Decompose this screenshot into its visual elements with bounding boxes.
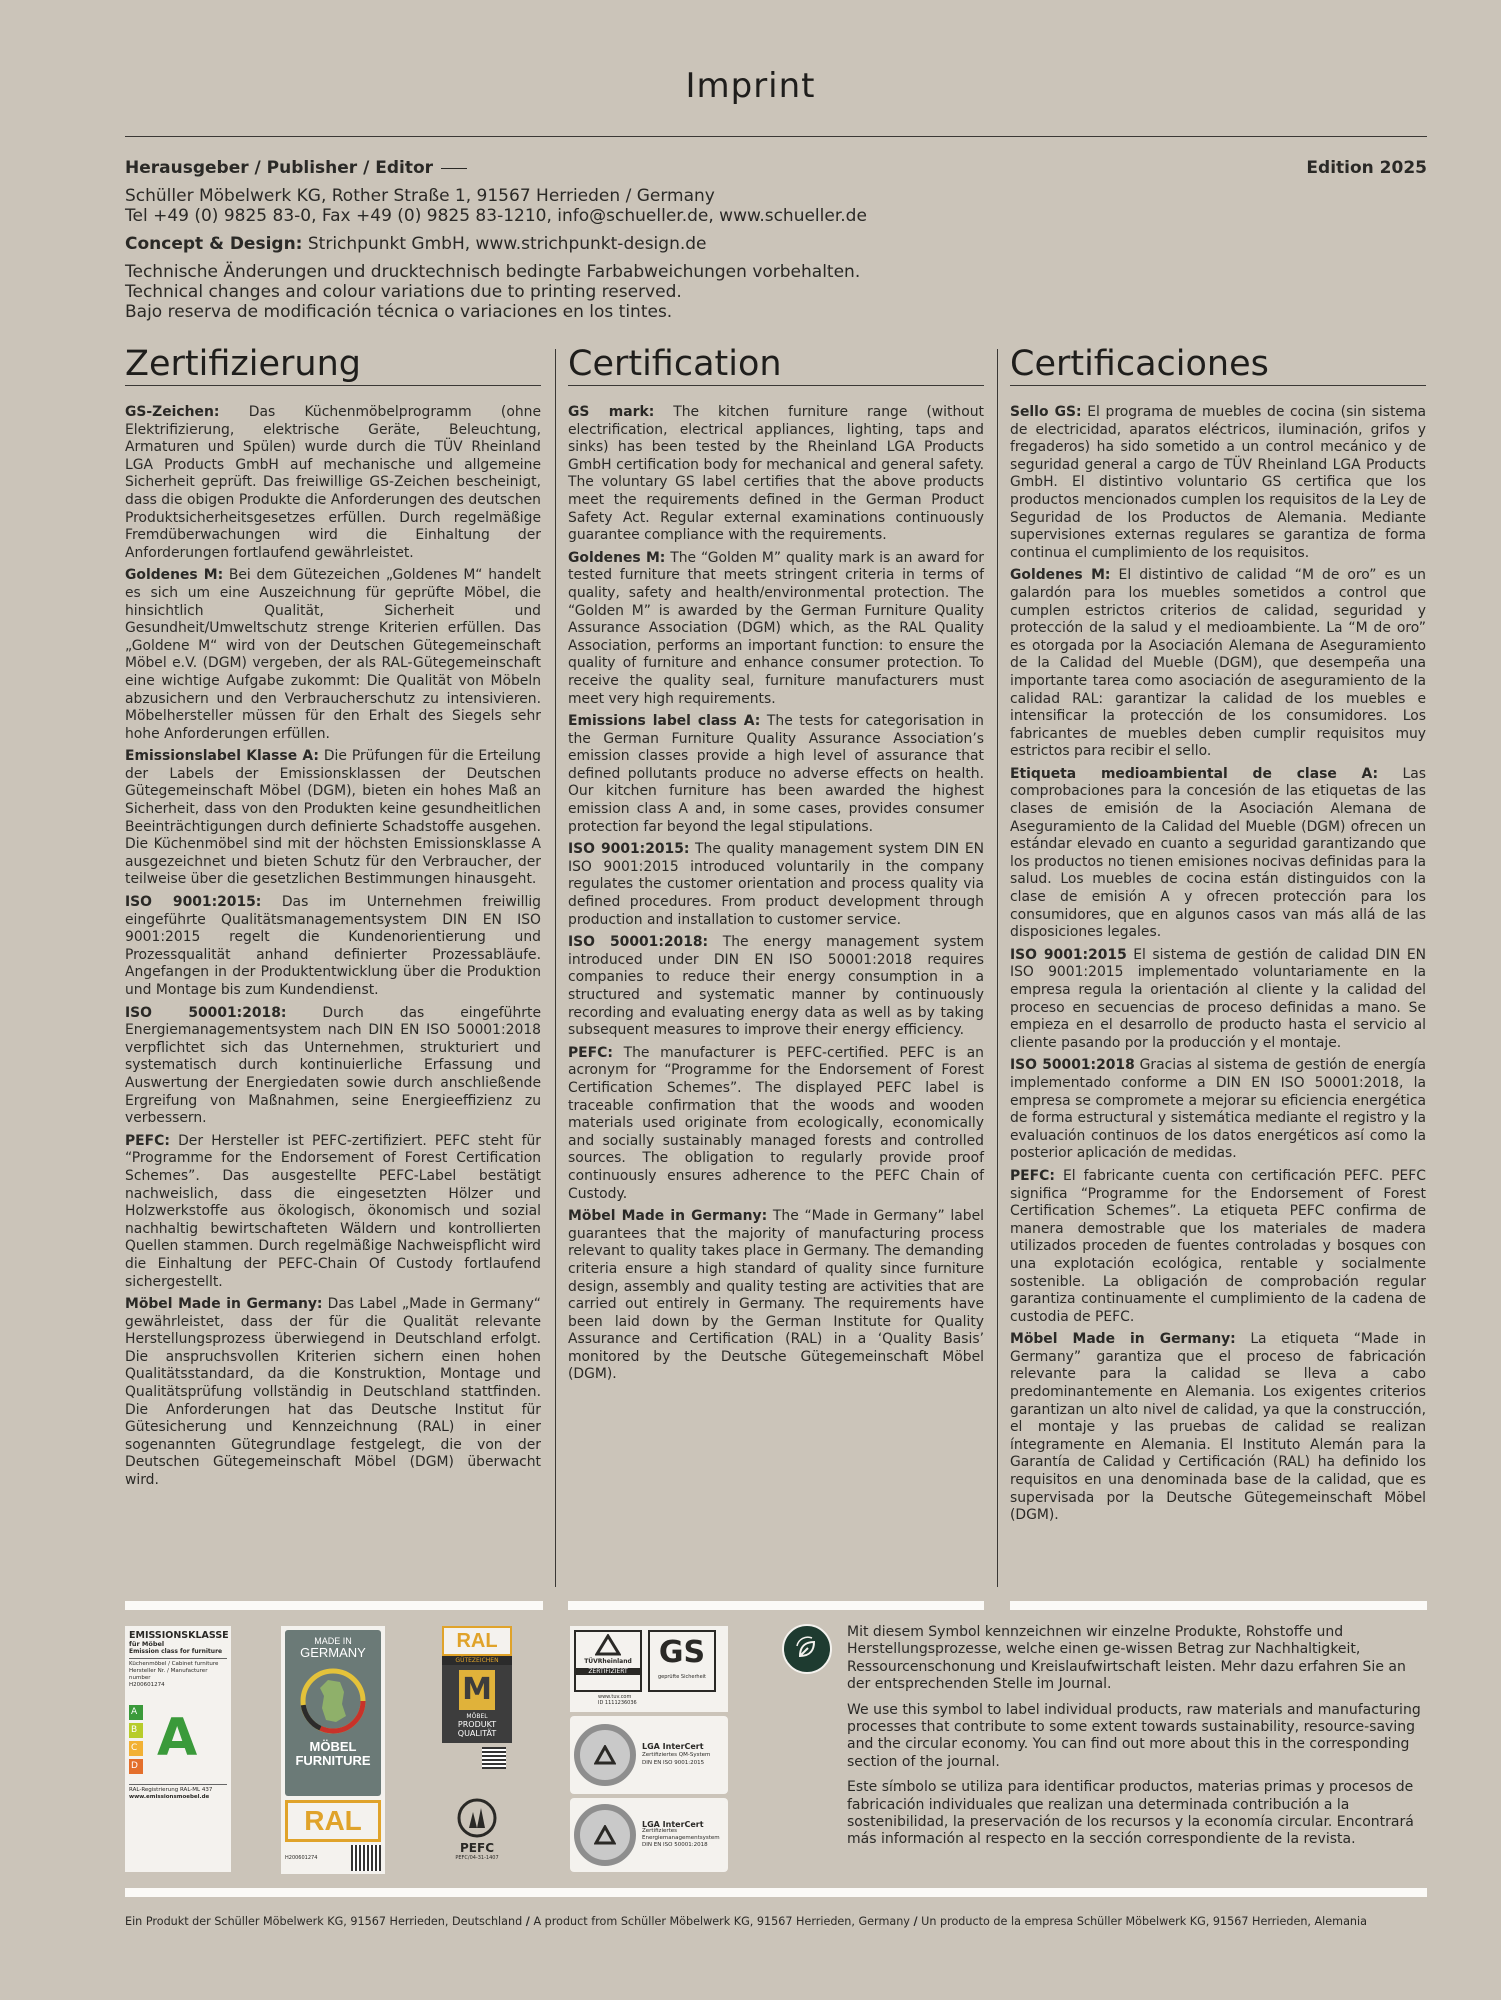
footer-separator: /: [525, 1915, 530, 1928]
certification-label: Möbel Made in Germany:: [125, 1296, 323, 1313]
certification-label: ISO 9001:2015: [1010, 946, 1127, 963]
certification-paragraph: [568, 934, 984, 1040]
certification-paragraph: [125, 1296, 541, 1490]
certification-text: Das im Unternehmen freiwillig eingeführte Qualitätsmanagementsystem DIN EN ISO 9001:2015 regelt die Kundenorientierung und Prozessqualität anhand definierter Prozessabläufe. Angefangen in der Produktentwicklung über die Produktion und Montage bis zum Kundendienst.: [125, 894, 541, 998]
certification-text: Das Küchenmöbelprogramm (ohne Elektrifizierung, elektrische Geräte, Beleuchtung, Armaturen und Spülen) wurde durch die TÜV Rheinland LGA Products GmbH auf mechanische und allgemeine Sicherheit geprüft. Das freiwillige GS-Zeichen bescheinigt, dass die obigen Produkte die Anforderungen des deutschen Produktsicherheitsgesetzes erfüllen. Durch regelmäßige Fremdüberwachungen wird die Einhaltung der Anforderungen fortlaufend gewährleistet.: [125, 404, 541, 561]
footer-en: A product from Schüller Möbelwerk KG, 91567 Herrieden, Germany: [533, 1915, 910, 1928]
certification-label: ISO 9001:2015:: [568, 841, 690, 858]
sustainability-text: [847, 1624, 1427, 1857]
golden-m-ral: RAL: [442, 1626, 512, 1656]
qr-code-icon: [351, 1845, 381, 1871]
emission-sub2: Emission class for furniture: [129, 1648, 223, 1655]
certification-text: The manufacturer is PEFC-certified. PEFC is an acronym for “Programme for the Endorsement of Forest Certification Schemes”. The displayed PEFC label is traceable confirmation that the woods and wooden materials used originate from ecologically, economically and socially sustainably managed forests and controlled sources. The obligation to regularly provide proof continuously ensures adherence to the PEFC Chain of Custody.: [568, 1044, 984, 1202]
iso9001-line2: DIN EN ISO 9001:2015: [642, 1760, 705, 1766]
sustainability-leaf-icon: [782, 1624, 832, 1674]
certification-text: The kitchen furniture range (without electrification, electrical appliances, lighting, taps and sinks) has been tested by the Rheinland LGA Products GmbH certification body for mechanical and general safety. The voluntary GS label certifies that the above products meet the requirements defined in the German Product Safety Act. Regular external examinations continuously guarantee compliance with the requirements.: [568, 404, 985, 544]
grade-a-bar: A: [129, 1705, 143, 1720]
emission-line1: Küchenmöbel / Cabinet furniture: [129, 1658, 227, 1668]
emission-class-logo: [125, 1626, 231, 1872]
column-heading: Certification: [568, 343, 984, 386]
iso50001-line2: Energiemanagementsystem: [642, 1835, 720, 1841]
disclaimer-en: Technical changes and colour variations due to printing reserved.: [125, 282, 682, 302]
certification-text: The quality management system DIN EN ISO 9001:2015 introduced voluntarily in the company regulates the customer orientation and process quality via defined procedures. From product development through production and installation to customer service.: [568, 841, 984, 928]
certification-label: GS mark:: [568, 404, 655, 420]
tuv-id: ID 1111236036: [598, 1700, 637, 1706]
tuv-gs-logo: [570, 1626, 728, 1712]
certification-paragraph: [568, 550, 984, 708]
white-rule: [125, 1888, 1427, 1897]
certification-text: El programa de muebles de cocina (sin sistema de electricidad, aparatos eléctricos, iluminación, grifos y fregaderos) ha sido sometido a un control mecánico y de seguridad general a cargo de TÜV Rheinland LGA Products GmbH. El distintivo voluntario GS certifica que los productos mencionados cumplen los requisitos de la Ley de Seguridad de los Productos de Alemania. Mediante supervisiones externas regulares se garantiza de forma continua el cumplimiento de los requisitos.: [1010, 404, 1426, 561]
tuv-triangle-icon: [594, 1745, 616, 1765]
disclaimer-de: Technische Änderungen und drucktechnisch bedingte Farbabweichungen vorbehalten.: [125, 262, 861, 282]
tuv-brand: TÜVRheinland: [584, 1658, 632, 1665]
footer-separator: /: [913, 1915, 918, 1928]
column-english: [568, 343, 984, 1389]
certification-label: Goldenes M:: [568, 549, 666, 566]
certification-paragraph: [125, 404, 541, 562]
column-spanish: [1010, 343, 1426, 1530]
column-heading: Certificaciones: [1010, 343, 1426, 386]
address: Schüller Möbelwerk KG, Rother Straße 1, 91567 Herrieden / Germany: [125, 186, 715, 206]
concept-value: Strichpunkt GmbH, www.strichpunkt-design.de: [307, 234, 707, 254]
certification-paragraph: [125, 748, 541, 889]
certification-label: Etiqueta medioambiental de clase A:: [1010, 765, 1379, 782]
certification-paragraph: [125, 1005, 541, 1128]
mig-top2: GERMANY: [300, 1645, 366, 1660]
certification-label: Goldenes M:: [125, 567, 224, 584]
grade-d-bar: D: [129, 1759, 143, 1774]
iso9001-line1: Zertifiziertes QM-System: [642, 1752, 711, 1758]
certification-label: Emissions label class A:: [568, 713, 761, 730]
mig-top1: MADE IN: [314, 1636, 352, 1646]
emission-line5: www.emissionsmoebel.de: [129, 1794, 210, 1800]
certification-paragraph: [1010, 404, 1426, 562]
certification-paragraph: [568, 713, 984, 836]
iso50001-line1: Zertifiziertes: [642, 1828, 678, 1834]
sustainability-es: Este símbolo se utiliza para identificar productos, materias primas y procesos de fabricación individuales que realizan una determinada contribución a la sostenibilidad, la preservación de los recursos y la economía circular. Encontrará más información al respecto en la sección correspondiente de la revista.: [847, 1779, 1414, 1848]
page-title: Imprint: [685, 66, 816, 106]
certification-paragraph: [1010, 567, 1426, 761]
certification-text: El distintivo de calidad “M de oro” es un galardón para los muebles sometidos a control que cumplen estrictos criterios de calidad, seguridad y protección de la salud y el medioambiente. La “M de oro” es otorgada por la Asociación Alemana de Aseguramiento de la Calidad del Mueble (DGM), que desempeña una importante tarea como asociación de aseguramiento de la calidad RAL: garantizar la calidad de los muebles e intensificar la protección de los consumidores. Los fabricantes de muebles deben cumplir requisitos muy estrictos para recibir el sello.: [1010, 567, 1426, 760]
edition-label: Edition 2025: [1306, 158, 1427, 178]
ral-label: RAL: [285, 1800, 381, 1842]
certification-label: PEFC:: [125, 1132, 170, 1149]
certification-paragraph: [1010, 1057, 1426, 1163]
header-divider: [125, 136, 1427, 137]
certification-paragraph: [1010, 1331, 1426, 1525]
mig-bottom1: MÖBEL: [309, 1739, 357, 1754]
golden-m-letter: M: [459, 1670, 495, 1710]
certification-label: PEFC:: [568, 1044, 613, 1061]
emission-title: EMISSIONSKLASSE: [129, 1630, 229, 1641]
emission-line3: H200601274: [129, 1682, 165, 1688]
gs-sub: geprüfte Sicherheit: [657, 1674, 707, 1680]
certification-label: ISO 9001:2015:: [125, 894, 262, 911]
certification-paragraph: [568, 1045, 984, 1203]
certification-label: Goldenes M:: [1010, 567, 1111, 584]
iso50001-line3: DIN EN ISO 50001:2018: [642, 1842, 708, 1848]
column-body: [125, 404, 541, 1490]
certification-text: The “Golden M” quality mark is an award for tested furniture that meets stringent criteria in terms of quality, safety and health/environmental protection. The “Golden M” is awarded by the German Furniture Quality Assurance Association (DGM) which, as the RAL Quality Association, performs an important function: to ensure the quality of furniture and enhance consumer protection. To receive the quality seal, furniture manufacturers must meet very high requirements.: [568, 549, 984, 707]
tuv-status: ZERTIFIZIERT: [576, 1668, 640, 1675]
emission-line2: Hersteller Nr. / Manufacturer number: [129, 1668, 208, 1681]
certification-label: Möbel Made in Germany:: [568, 1208, 768, 1225]
mig-code: H200601274: [285, 1855, 318, 1861]
white-rule: [125, 1601, 543, 1610]
dash-rule: [441, 168, 467, 169]
certification-paragraph: [125, 1133, 541, 1291]
pefc-logo: [442, 1798, 512, 1870]
golden-m-logo: [442, 1626, 512, 1786]
footer: [125, 1915, 1427, 1929]
certification-text: Das Label „Made in Germany“ gewährleistet, dass der für die Qualität relevante Herstellungsprozess überwiegend in Deutschland erfolgt. Die anspruchsvollen Kriterien sichern einen hohen Qualitätsstandard, da die Konstruktion, Montage und Qualitätsprüfung vollständig in Deutschland stattfinden. Die Anforderungen hat das Deutsche Institut für Gütesicherung und Kennzeichnung (RAL) in einer sogenannten Gütegrundlage festgelegt, die von der Deutschen Gütegemeinschaft Möbel (DGM) überwacht wird.: [125, 1296, 541, 1489]
certification-label: PEFC:: [1010, 1167, 1055, 1184]
certification-paragraph: [1010, 947, 1426, 1053]
iso-9001-seal: [570, 1716, 728, 1794]
certification-label: GS-Zeichen:: [125, 404, 220, 420]
white-rule: [568, 1601, 984, 1610]
certification-paragraph: [568, 404, 984, 545]
iso-50001-seal: [570, 1798, 728, 1872]
certification-paragraph: [568, 1208, 984, 1384]
pefc-name: PEFC: [460, 1841, 494, 1855]
footer-es: Un producto de la empresa Schüller Möbelwerk KG, 91567 Herrieden, Alemania: [921, 1915, 1367, 1928]
certification-text: Las comprobaciones para la concesión de las etiquetas de las clases de emisión de la Asociación Alemana de Aseguramiento de la Calidad del Mueble (DGM) ofrecen un estándar elevado en cuanto a seguridad garantizando que los productos no tienen emisiones nocivas definidas para la salud. Los muebles de cocina están distinguidos con la clase de emisión A y ofrecen protección para los consumidores, que en algunos casos van más allá de las disposiciones legales.: [1010, 765, 1427, 941]
grade-c-bar: C: [129, 1741, 143, 1756]
footer-de: Ein Produkt der Schüller Möbelwerk KG, 91567 Herrieden, Deutschland: [125, 1915, 523, 1928]
tuv-url: www.tuv.com: [598, 1694, 632, 1700]
white-rule: [1010, 1601, 1427, 1610]
gs-mark: GS: [658, 1635, 706, 1670]
germany-map-icon: [298, 1666, 368, 1736]
iso9001-brand: LGA InterCert: [642, 1742, 704, 1751]
certification-label: Sello GS:: [1010, 404, 1082, 420]
certification-text: Die Prüfungen für die Erteilung der Labels der Emissionsklassen der Deutschen Gütegemeinschaft Möbel (DGM), bieten ein hohes Maß an Sicherheit, dass von den Produkten keine gesundheitlichen Beeinträchtigungen durch definierte Schadstoffe ausgehen. Die Küchenmöbel sind mit der höchsten Emissionsklasse A ausgezeichnet und bieten Schutz für den Verbraucher, der teilweise über die gesetzlichen Bestimmungen hinausgeht.: [125, 748, 541, 888]
golden-m-line1: MÖBEL: [466, 1713, 488, 1720]
grade-b-bar: B: [129, 1723, 143, 1738]
certification-label: Möbel Made in Germany:: [1010, 1331, 1236, 1348]
tuv-triangle-icon: [594, 1825, 616, 1845]
qr-code-icon: [482, 1747, 506, 1769]
certification-label: ISO 50001:2018: [1010, 1057, 1135, 1074]
certification-label: ISO 50001:2018:: [125, 1004, 287, 1021]
emission-sub1: für Möbel: [129, 1640, 165, 1648]
certification-text: The energy management system introduced under DIN EN ISO 50001:2018 requires companies to reduce their energy consumption in a structured and systematic manner by continuously recording and evaluating energy data as well as by taking subsequent measures to improve their energy efficiency.: [568, 934, 985, 1039]
iso50001-brand: LGA InterCert: [642, 1820, 704, 1829]
certification-paragraph: [125, 567, 541, 743]
column-divider: [997, 349, 998, 1587]
column-body: [568, 404, 984, 1384]
column-divider: [555, 349, 556, 1587]
certification-paragraph: [125, 894, 541, 1000]
certification-text: La etiqueta “Made in Germany” garantiza que el proceso de fabricación relevante para la calidad se lleva a cabo predominantemente en Alemania. Los exigentes criterios garantizan un alto nivel de calidad, ya que la construcción, el montaje y las pruebas de calidad se realizan íntegramente en Alemania. El Instituto Alemán para la Garantía de Calidad y Certificación (RAL) ha definido los requisitos en una denominada base de la calidad, que es supervisada por la Deutsche Gütegemeinschaft Möbel (DGM).: [1010, 1331, 1426, 1524]
contact-line: Tel +49 (0) 9825 83-0, Fax +49 (0) 9825 83-1210, info@schueller.de, www.schueller.de: [125, 206, 867, 226]
column-heading: Zertifizierung: [125, 343, 541, 386]
certification-text: The “Made in Germany” label guarantees that the majority of manufacturing process relevant to quality takes place in Germany. The demanding criteria ensure a high standard of quality since furniture design, assembly and quality testing are activities that are carried out entirely in Germany. The requirements have been laid down by the German Institute for Quality Assurance and Certification (RAL) in a ‘Quality Basis’ monitored by the Deutsche Gütegemeinschaft Möbel (DGM).: [568, 1208, 984, 1383]
certification-text: The tests for categorisation in the German Furniture Quality Assurance Association’s emission classes provide a high level of assurance that defined pollutants produce no adverse effects on health. Our kitchen furniture has been awarded the highest emission class A and, in some cases, provides consumer protection far beyond the legal stipulations.: [568, 713, 984, 835]
certification-paragraph: [568, 841, 984, 929]
column-german: [125, 343, 541, 1495]
golden-m-line3: QUALITÄT: [457, 1729, 497, 1738]
sustainability-de: Mit diesem Symbol kennzeichnen wir einzelne Produkte, Rohstoffe und Herstellungsprozesse, welche einen ge-wissen Betrag zur Nachhaltigkeit, Ressourcenschonung und Kreislaufwirtschaft leisten. Mehr dazu erfahren Sie an der entsprechenden Stelle im Journal.: [847, 1624, 1406, 1693]
emission-grade-letter: A: [157, 1708, 198, 1768]
disclaimer-es: Bajo reserva de modificación técnica o variaciones en los tintes.: [125, 302, 673, 322]
certification-text: El sistema de gestión de calidad DIN EN ISO 9001:2015 implementado voluntariamente en la empresa regula la orientación al cliente y la calidad del proceso en secuencias de proceso definidas a mano. Se empieza en el desarrollo de producto hasta el servicio al cliente pasando por la producción y el montaje.: [1010, 946, 1426, 1051]
mig-bottom2: FURNITURE: [295, 1753, 371, 1768]
column-body: [1010, 404, 1426, 1525]
pefc-tree-icon: [454, 1798, 500, 1838]
certification-text: Bei dem Gütezeichen „Goldenes M“ handelt es sich um eine Auszeichnung für geprüfte Möbel, die hinsichtlich Qualität, Sicherheit und Gesundheit/Umweltschutz strenge Kriterien erfüllen. Das „Goldene M“ wird von der Deutschen Gütegemeinschaft Möbel e.V. (DGM) vergeben, der als RAL-Gütegemeinschaft eine wichtige Aufgabe zukommt: Die Qualität von Möbeln abzusichern und den Verbraucherschutz zu intensivieren. Möbelhersteller müssen für den Erhalt des Siegels sehr hohe Anforderungen erfüllen.: [125, 567, 541, 742]
certification-text: Der Hersteller ist PEFC-zertifiziert. PEFC steht für “Programme for the Endorsement of Forest Certification Schemes”. Das ausgestellte PEFC-Label bestätigt nachweislich, dass die eingesetzten Hölzer und Holzwerkstoffe aus ökologisch, ökonomisch und sozial nachhaltig bewirtschafteten Wäldern und kontrollierten Quellen stammen. Durch regelmäßige Nachweispflicht wird die Einhaltung der PEFC-Chain Of Custody fortlaufend sichergestellt.: [125, 1132, 541, 1290]
tuv-triangle-icon: [595, 1634, 621, 1656]
sustainability-en: We use this symbol to label individual products, raw materials and manufacturing processes that contribute to some extent towards sustainability, resource-saving and the circular economy. You can find out more about this in the corresponding section of the journal.: [847, 1701, 1421, 1770]
certification-paragraph: [1010, 766, 1426, 942]
certification-text: Durch das eingeführte Energiemanagementsystem nach DIN EN ISO 50001:2018 verpflichtet sich das Unternehmen, strukturiert und systematisch durch kontinuierliche Erfassung und Auswertung der Energiedaten sowie durch anschließende Ergreifung von Maßnahmen, seine Energieeffizienz zu verbessern.: [125, 1004, 541, 1127]
certification-text: El fabricante cuenta con certificación PEFC. PEFC significa “Programme for the Endorsement of Forest Certification Schemes”. La etiqueta PEFC confirma de manera demostrable que los materiales de madera utilizados proceden de fuentes controladas y bosques con una explotación ecológica, rentable y socialmente sostenible. La obligación de comprobación regular garantiza continuamente el cumplimiento de la cadena de custodia de PEFC.: [1010, 1167, 1426, 1325]
golden-m-line2: PRODUKT: [457, 1720, 497, 1729]
concept-label: Concept & Design:: [125, 234, 303, 254]
certification-text: Gracias al sistema de gestión de energía implementado conforme a DIN EN ISO 50001:2018, la empresa se compromete a mejorar su eficiencia energética de forma estructural y sistemática mediante el registro y la evaluación continuos de los datos energéticos así como la posterior aplicación de medidas.: [1010, 1057, 1427, 1162]
certification-label: Emissionslabel Klasse A:: [125, 748, 319, 765]
certification-paragraph: [1010, 1168, 1426, 1326]
certification-label: ISO 50001:2018:: [568, 934, 709, 951]
emission-line4: RAL-Registrierung RAL-ML 437: [129, 1784, 227, 1794]
golden-m-guetezeichen: GÜTEZEICHEN: [442, 1656, 512, 1665]
made-in-germany-logo: [281, 1626, 385, 1874]
publisher-label: Herausgeber / Publisher / Editor: [125, 158, 434, 178]
pefc-code: PEFC/04-31-1407: [455, 1855, 499, 1861]
imprint-block: [125, 158, 1427, 322]
